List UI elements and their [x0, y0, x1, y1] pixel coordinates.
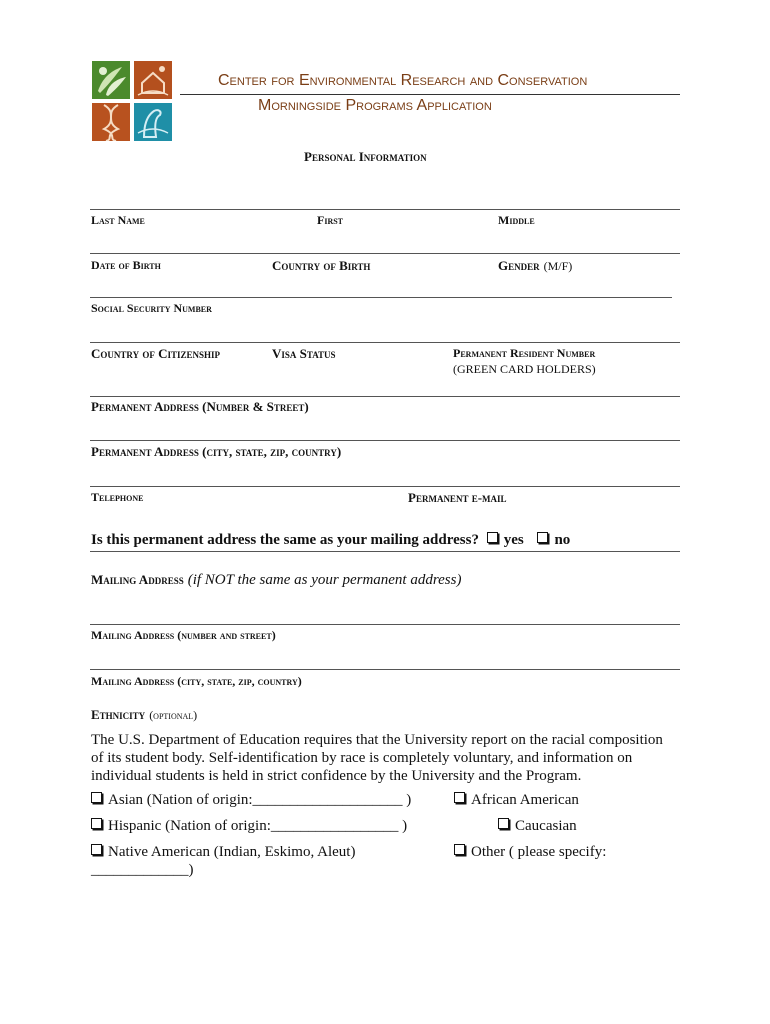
logo-tile-house [134, 61, 172, 99]
telephone-line[interactable] [90, 486, 680, 487]
asian-label: Asian (Nation of origin:____________________ ) [108, 792, 412, 808]
ethnicity-optional: (optional) [149, 708, 198, 722]
yes-label: yes [503, 532, 524, 548]
same-address-question [91, 532, 570, 549]
same-address-text: Is this permanent address the same as your mailing address? [91, 532, 479, 548]
logo-tile-bird [134, 103, 172, 141]
mailing-title: Mailing Address [91, 572, 184, 587]
visa-status-label: Visa Status [272, 346, 336, 361]
same-address-line [90, 551, 680, 552]
african-american-checkbox[interactable] [454, 792, 465, 803]
ssn-label: Social Security Number [91, 301, 212, 315]
section-title: Personal Information [304, 149, 427, 164]
ssn-line[interactable] [90, 297, 672, 298]
no-label: no [554, 532, 571, 548]
option-other[interactable] [454, 844, 606, 861]
caucasian-label: Caucasian [515, 818, 577, 834]
mailing-street-label: Mailing Address (number and street) [91, 628, 276, 642]
logo [92, 61, 172, 141]
citizenship-label: Country of Citizenship [91, 346, 220, 361]
dob-label: Date of Birth [91, 258, 161, 272]
gender-hint: (M/F) [543, 259, 573, 273]
asian-checkbox[interactable] [91, 792, 102, 803]
no-checkbox[interactable] [537, 532, 548, 543]
african-american-label: African American [471, 792, 579, 808]
citizenship-line[interactable] [90, 342, 680, 343]
logo-tile-leaves [92, 61, 130, 99]
option-african-american[interactable] [454, 792, 579, 809]
native-american-checkbox[interactable] [91, 844, 102, 855]
perm-res-number-label: Permanent Resident Number [453, 346, 596, 360]
header-rule [180, 94, 680, 95]
middle-name-label: Middle [498, 213, 535, 227]
org-title: Center for Environmental Research and Conservation [218, 72, 588, 89]
perm-addr-city-line[interactable] [90, 440, 680, 441]
name-line[interactable] [90, 209, 680, 210]
telephone-label: Telephone [91, 490, 144, 504]
last-name-label: Last Name [91, 213, 145, 227]
other-specify-blank[interactable]: _____________) [91, 862, 194, 878]
perm-email-label: Permanent e-mail [408, 490, 507, 505]
ethnicity-paragraph: The U.S. Department of Education requires that the University report on the racial composition of its student body. Self-identification by race is completely voluntary, and information on individual students is held in strict confidence by the University and the Program. [91, 732, 663, 784]
perm-addr-city-label: Permanent Address (city, state, zip, country) [91, 444, 342, 459]
hispanic-checkbox[interactable] [91, 818, 102, 829]
caucasian-checkbox[interactable] [498, 818, 509, 829]
yes-checkbox[interactable] [487, 532, 498, 543]
gender-group [498, 257, 572, 275]
mailing-street-line[interactable] [90, 624, 680, 625]
ethnicity-title: Ethnicity [91, 707, 146, 722]
country-of-birth-label: Country of Birth [272, 258, 371, 273]
option-asian[interactable] [91, 792, 411, 809]
program-title: Morningside Programs Application [258, 97, 492, 114]
option-caucasian[interactable] [498, 818, 577, 835]
green-card-hint: (GREEN CARD HOLDERS) [453, 362, 596, 376]
perm-addr-street-line[interactable] [90, 396, 680, 397]
hispanic-label: Hispanic (Nation of origin:_________________ ) [108, 818, 408, 834]
perm-addr-street-label: Permanent Address (Number & Street) [91, 399, 309, 414]
option-native-american[interactable] [91, 844, 355, 861]
native-american-label: Native American (Indian, Eskimo, Aleut) [108, 844, 356, 860]
option-hispanic[interactable] [91, 818, 407, 835]
dob-line[interactable] [90, 253, 680, 254]
mailing-city-line[interactable] [90, 669, 680, 670]
other-checkbox[interactable] [454, 844, 465, 855]
mailing-heading [91, 571, 461, 589]
ethnicity-heading [91, 706, 197, 724]
mailing-city-label: Mailing Address (city, state, zip, country) [91, 674, 302, 688]
gender-label: Gender [498, 258, 540, 273]
logo-tile-dna [92, 103, 130, 141]
other-label: Other ( please specify: [471, 844, 607, 860]
mailing-hint: (if NOT the same as your permanent address) [187, 572, 462, 588]
first-name-label: First [317, 213, 344, 227]
